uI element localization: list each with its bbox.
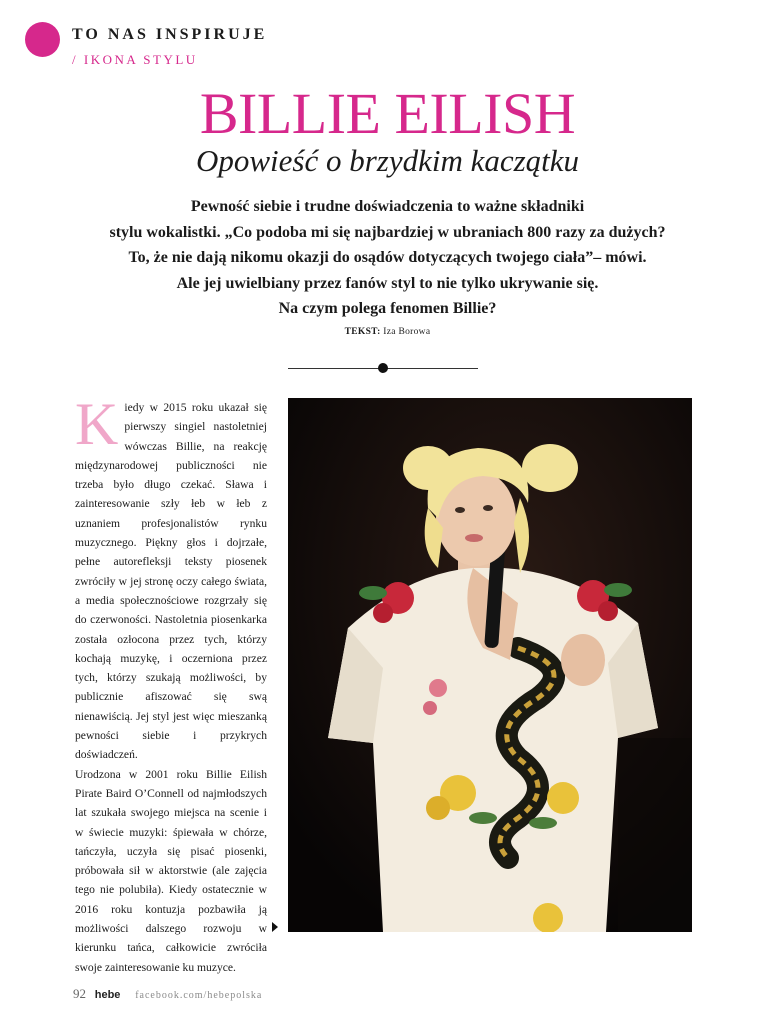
lead-line: Na czym polega fenomen Billie? [278,300,497,317]
section-dot-icon [25,22,60,57]
subsection-label: / IKONA STYLU [72,52,198,67]
lead-line: Pewność siebie i trudne doświadczenia to ważne składniki [190,198,585,215]
paragraph: Urodzona w 2001 roku Billie Eilish Pirate Baird O’Connell od najmłodszych lat szukała swojego miejsca na scenie i w świecie muzyki: śpiewała w chórze, tańczyła, uczyła się pisać piosenki, próbowała sił w aktorstwie (ale zajęcia tego nie polubiła). Kiedy ostatecznie w 2016 roku kontuzja pozbawiła ją możliwości dalszego rozwoju w kierunku tańca, całkowicie zwróciła swoje zainteresowanie ku muzyce. [75,767,267,974]
lead-line: To, że nie dają nikomu okazji do osądów dotyczących twojego ciała”– mówi. [128,249,647,266]
byline-author: Iza Borowa [383,327,431,337]
article-body [75,391,267,977]
page-footer [73,986,262,1002]
article-title: BILLIE EILISH [199,81,576,146]
paragraph [75,391,267,765]
singer-photo-illustration [288,398,692,932]
lead-line: stylu wokalistki. „Co podoba mi się najbardziej w ubraniach 800 razy za dużych? [109,223,666,241]
article-subtitle: Opowieść o brzydkim kaczątku [195,143,580,178]
lead-line: Ale jej uwielbiany przez fanów styl to nie tylko ukrywanie się. [176,274,599,292]
brand-logo: hebe [94,989,121,1001]
divider-dot-icon [378,363,388,373]
article-lead [95,194,680,322]
article-photo [288,398,692,932]
section-label: TO NAS INSPIRUJE [72,26,268,43]
paragraph-text: iedy w 2015 roku ukazał się pierwszy singiel nastoletniej wówczas Billie, na reakcję międzynarodowej publiczności nie trzeba było długo czekać. Sława i zainteresowanie szły łeb w łeb z uznaniem profesjonalistów rynku muzycznego. Piękny głos i dojrzałe, pełne autorefleksji teksty piosenek zwróciły w jej stronę oczy całego świata, a media społecznościowe rozgrzały się do czerwoności. Nastoletnia piosenkarka została ozłocona przez tych, którzy kochają muzykę, i oczerniona przez tych, którzy szukają możliwości, by publicznie afiszować się swą nienawiścią. Jej styl jest więc mieszanką pewności siebie i przykrych doświadczeń. [75,401,267,762]
byline [0,327,775,337]
facebook-link[interactable]: facebook.com/hebepolska [135,990,263,1001]
drop-cap: K [75,391,119,457]
page-number: 92 [73,986,86,1001]
byline-label: TEKST: [344,327,381,337]
continue-arrow-icon [272,922,278,932]
